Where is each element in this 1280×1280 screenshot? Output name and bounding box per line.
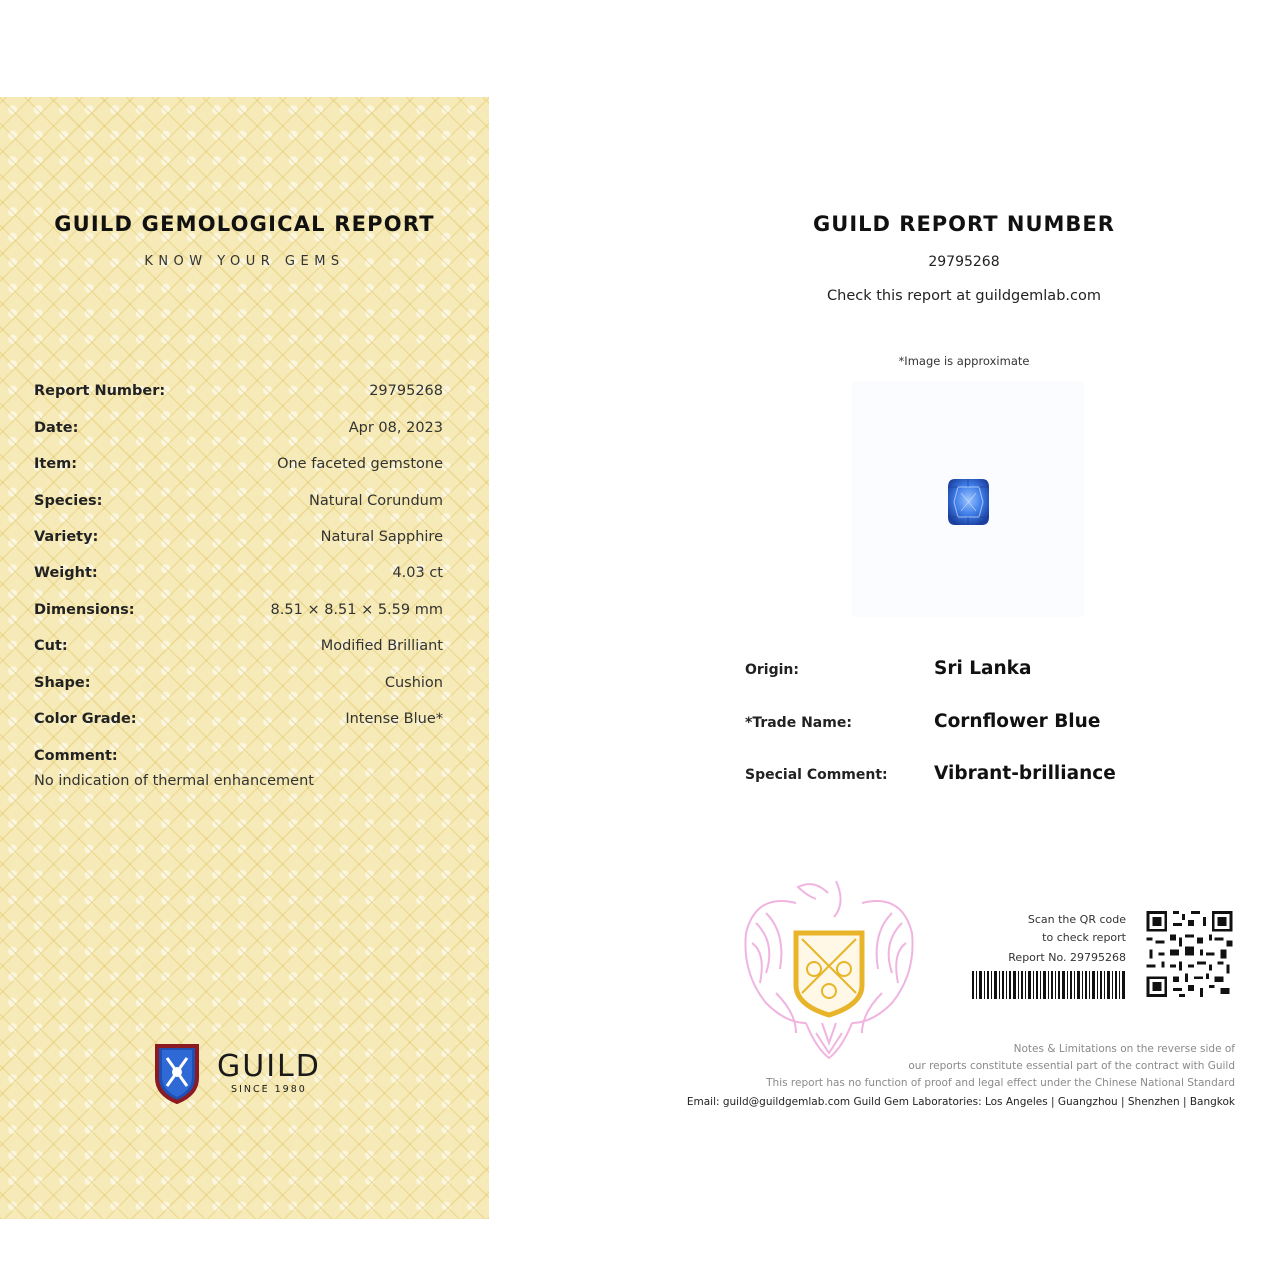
report-number-title: GUILD REPORT NUMBER — [813, 212, 1115, 236]
guild-shield-icon — [153, 1042, 201, 1104]
field-shape — [34, 672, 443, 694]
image-approx-note: *Image is approximate — [898, 354, 1030, 368]
field-date — [34, 417, 443, 439]
field-value: Apr 08, 2023 — [348, 420, 443, 436]
detail-label: Special Comment: — [745, 767, 888, 783]
field-label: Species: — [34, 493, 103, 509]
guild-wordmark — [217, 1048, 321, 1095]
field-value: 4.03 ct — [392, 565, 443, 581]
guild-logo — [153, 1042, 343, 1104]
report-panel-left — [0, 97, 489, 1219]
report-title: GUILD GEMOLOGICAL REPORT — [54, 212, 435, 236]
detail-origin — [745, 658, 1165, 679]
field-weight — [34, 562, 443, 584]
field-label: Weight: — [34, 565, 98, 581]
field-label: Item: — [34, 456, 78, 472]
field-value: 8.51 × 8.51 × 5.59 mm — [270, 602, 443, 618]
field-value: Modified Brilliant — [320, 638, 443, 654]
sapphire-gem-icon — [946, 477, 991, 527]
detail-label: *Trade Name: — [745, 715, 852, 731]
guild-name: GUILD — [217, 1048, 321, 1084]
detail-label: Origin: — [745, 662, 799, 678]
barcode-icon — [972, 971, 1126, 999]
field-value: 29795268 — [369, 383, 443, 399]
field-value: Natural Sapphire — [320, 529, 443, 545]
field-value: Intense Blue* — [345, 711, 443, 727]
field-value: Cushion — [384, 675, 443, 691]
scan-report-no: Report No. 29795268 — [1008, 951, 1126, 964]
field-label: Color Grade: — [34, 711, 137, 727]
scan-check-text: to check report — [1042, 931, 1126, 944]
field-label: Report Number: — [34, 383, 166, 399]
field-label: Shape: — [34, 675, 91, 691]
detail-value: Sri Lanka — [934, 658, 1032, 679]
detail-value: Vibrant-brilliance — [934, 763, 1116, 784]
field-label: Cut: — [34, 638, 68, 654]
field-species — [34, 490, 443, 512]
field-color-grade — [34, 708, 443, 730]
field-report-number — [34, 380, 443, 402]
detail-trade-name — [745, 711, 1165, 732]
field-cut — [34, 635, 443, 657]
footer-contact: Email: guild@guildgemlab.com Guild Gem Laboratories: Los Angeles | Guangzhou | Shenzhen | Bangkok — [686, 1096, 1235, 1108]
field-comment — [34, 745, 443, 767]
field-variety — [34, 526, 443, 548]
qr-code-icon[interactable] — [1143, 908, 1236, 1000]
field-item — [34, 453, 443, 475]
field-label: Dimensions: — [34, 602, 135, 618]
eagle-shield-emblem-icon — [736, 873, 922, 1063]
guild-since: SINCE 1980 — [231, 1083, 307, 1095]
field-label: Date: — [34, 420, 79, 436]
notes-line-2: our reports constitute essential part of the contract with Guild — [908, 1060, 1235, 1072]
field-label: Variety: — [34, 529, 99, 545]
check-report-link[interactable]: Check this report at guildgemlab.com — [827, 288, 1101, 304]
comment-text: No indication of thermal enhancement — [34, 773, 314, 789]
detail-special-comment — [745, 763, 1165, 784]
notes-line-1: Notes & Limitations on the reverse side of — [1013, 1043, 1235, 1055]
report-number: 29795268 — [928, 254, 1000, 270]
scan-qr-text: Scan the QR code — [1027, 913, 1126, 926]
notes-line-3: This report has no function of proof and legal effect under the Chinese National Standard — [766, 1077, 1235, 1089]
gemstone-image — [852, 382, 1084, 617]
field-value: One faceted gemstone — [277, 456, 443, 472]
field-dimensions — [34, 599, 443, 621]
detail-value: Cornflower Blue — [934, 711, 1101, 732]
report-subtitle: KNOW YOUR GEMS — [144, 254, 345, 269]
field-label: Comment: — [34, 748, 118, 764]
field-value: Natural Corundum — [309, 493, 443, 509]
